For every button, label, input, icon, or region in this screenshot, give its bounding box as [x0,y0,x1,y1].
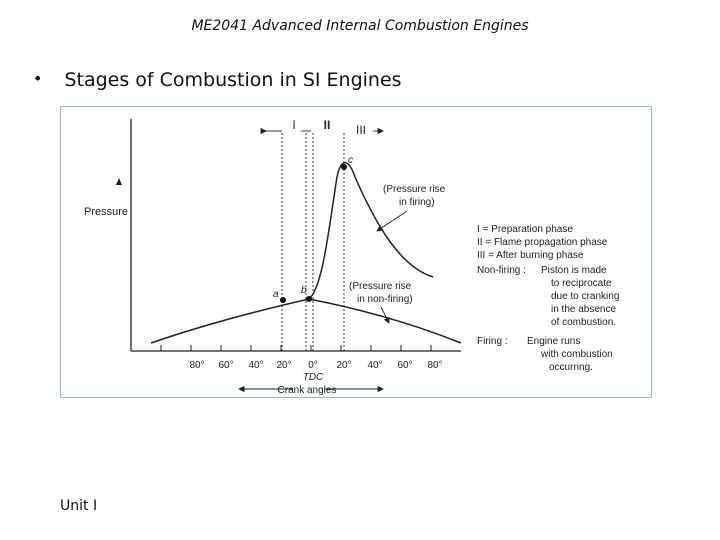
x-tick-label: 60° [218,360,234,371]
point-a-label: a [273,289,279,300]
y-axis-label: Pressure [84,206,129,218]
nonfiring-note-line1: (Pressure rise [349,281,412,292]
x-tick-label: 20° [336,360,352,371]
legend-line-3: III = After burning phase [477,250,584,261]
legend-line-1: I = Preparation phase [477,224,573,235]
point-b-label: b [301,285,307,296]
point-c-label: c [348,155,353,166]
x-tick-label: 40° [248,360,264,371]
bullet-dot-icon: • [33,69,43,88]
point-b [306,296,312,302]
x-tick-label: 40° [367,360,383,371]
x-axis-ticks [161,345,431,351]
phase-marker-II: II [323,118,331,132]
legend-firing-key: Firing : [477,336,508,347]
x-tick-label: 60° [397,360,413,371]
firing-note-line1: (Pressure rise [383,184,446,195]
diagram-canvas [61,107,651,397]
legend [477,224,619,373]
legend-nonfiring-key: Non-firing : [477,265,526,276]
phase-guides [282,133,344,351]
legend-nonfiring-desc: of combustion. [551,317,617,328]
x-tick-label: 20° [276,360,292,371]
firing-note-line2: in firing) [399,197,435,208]
slide-footer: Unit I [60,498,98,514]
slide-bullet-heading [33,69,402,91]
x-tick-labels [189,360,442,371]
x-tick-label: 80° [189,360,205,371]
point-a [280,297,286,303]
point-c [341,164,347,170]
tdc-label: TDC [302,372,324,383]
phase-marker-III: III [355,123,367,137]
legend-firing-desc: with combustion [541,349,613,360]
slide-header-title: ME2041 Advanced Internal Combustion Engines [191,18,529,34]
bullet-text: Stages of Combustion in SI Engines [64,69,402,91]
legend-nonfiring-desc: Piston is made [541,265,607,276]
legend-line-2: II = Flame propagation phase [477,237,608,248]
phase-marker-I: I [292,118,296,132]
y-axis-arrow-icon [116,178,122,185]
phase-markers [266,118,383,137]
nonfiring-note-line2: in non-firing) [357,294,413,305]
firing-note-arrow [377,211,407,231]
x-tick-label: 80° [427,360,443,371]
nonfiring-note-arrow [381,307,389,323]
combustion-stages-diagram [60,106,652,398]
legend-firing-desc: occurring. [549,362,593,373]
crank-angles-label: Crank angles [277,385,337,396]
x-tick-label: 0° [308,360,318,371]
legend-nonfiring-desc: due to cranking [551,291,620,302]
legend-nonfiring-desc: to reciprocate [551,278,612,289]
legend-firing-desc: Engine runs [527,336,581,347]
legend-nonfiring-desc: in the absence [551,304,617,315]
